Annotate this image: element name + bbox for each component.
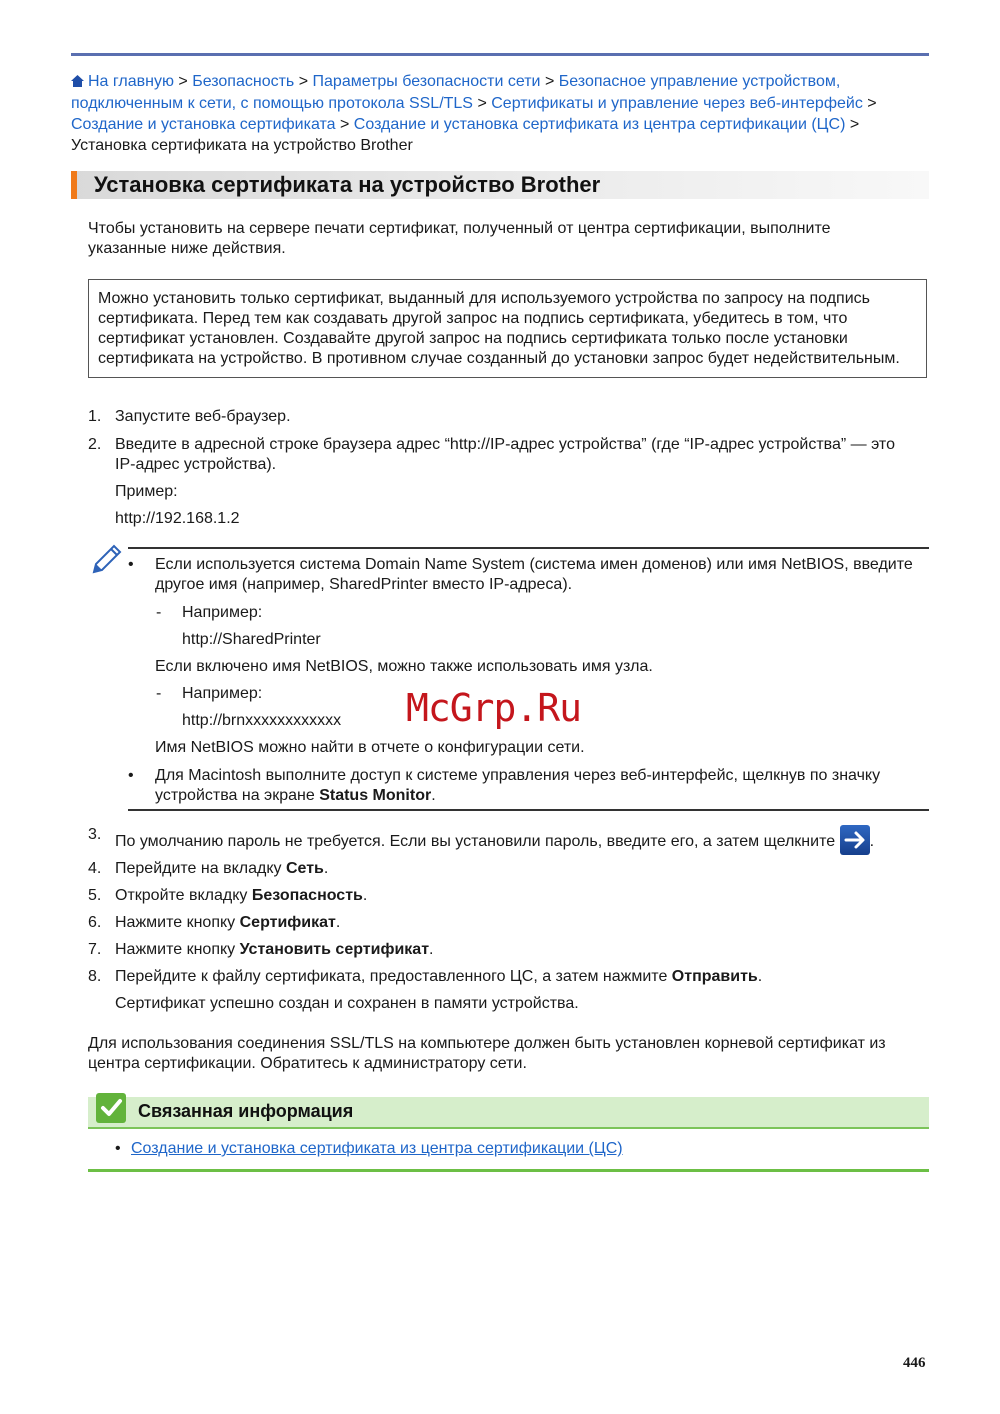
tab-security-label: Безопасность [251, 887, 363, 904]
step-6: 6. Нажмите кнопку Сертификат. [88, 914, 341, 931]
related-info-header [88, 1097, 929, 1129]
breadcrumb-link-ca[interactable]: Создание и установка сертификата из центра сертификации (ЦС) [353, 116, 846, 133]
note-example-url-1: http://SharedPrinter [182, 631, 321, 648]
checkmark-icon [96, 1093, 126, 1123]
step-1: 1. Запустите веб-браузер. [88, 408, 291, 425]
step-7: 7. Нажмите кнопку Установить сертификат. [88, 941, 434, 958]
step-3: 3. По умолчанию пароль не требуется. Если вы установили пароль, введите его, а затем щелкните . [88, 825, 918, 855]
note-example-label-2: Например: [182, 685, 263, 702]
note-top-rule [128, 547, 929, 549]
breadcrumb-link-network-security[interactable]: Параметры безопасности сети [312, 73, 541, 90]
outro-text: Для использования соединения SSL/TLS на компьютере должен быть установлен корневой сертификат из центра сертификации. Обратитесь к администратору сети. [88, 1035, 886, 1072]
breadcrumb-home[interactable]: На главную [88, 73, 174, 90]
note-bottom-rule [128, 809, 929, 811]
watermark: McGrp.Ru [406, 686, 582, 730]
note-bullet-1: Если используется система Domain Name System (система имен доменов) или имя NetBIOS, введите другое имя (например, SharedPrinter вместо IP-адреса). [155, 556, 913, 593]
home-icon[interactable] [71, 72, 84, 93]
install-certificate-button-label: Установить сертификат [239, 941, 430, 958]
step-2-example-label: Пример: [115, 483, 178, 500]
breadcrumb-link-create-install[interactable]: Создание и установка сертификата [71, 116, 336, 133]
certificate-button-label: Сертификат [239, 914, 336, 931]
step-8-result: Сертификат успешно создан и сохранен в памяти устройства. [115, 995, 579, 1012]
heading-accent-bar [71, 171, 77, 199]
step-2: 2. Введите в адресной строке браузера адрес “http://IP-адрес устройства” (где “IP-адрес устройства” — это IP-адрес устройства). [88, 436, 895, 473]
breadcrumb-current: Установка сертификата на устройство Brother [71, 137, 413, 154]
page-title: Установка сертификата на устройство Brother [94, 172, 601, 197]
step-2-example-url: http://192.168.1.2 [115, 510, 240, 527]
page-number: 446 [903, 1355, 926, 1371]
submit-arrow-icon[interactable] [840, 825, 870, 855]
breadcrumb-link-security[interactable]: Безопасность [192, 73, 295, 90]
submit-button-label: Отправить [671, 968, 758, 985]
note-example-label-1: Например: [182, 604, 263, 621]
related-bottom-rule [88, 1169, 929, 1172]
notice-box: Можно установить только сертификат, выданный для используемого устройства по запросу на подпись сертификата. Перед тем как создавать другой запрос на подпись сертификата, убедитесь в том, что сертификат установлен. Создавайте другой запрос на подпись сертификата только после установки сертификата на устройство. В противном случае созданный до установки запрос будет недействительным. [88, 279, 927, 378]
related-link-ca[interactable]: Создание и установка сертификата из центра сертификации (ЦС) [131, 1140, 623, 1157]
note-netbios-report: Имя NetBIOS можно найти в отчете о конфигурации сети. [155, 739, 585, 756]
breadcrumb-link-ssl-tls[interactable]: Безопасное управление устройством, подключенным к сети, с помощью протокола SSL/TLS [71, 73, 841, 112]
intro-text: Чтобы установить на сервере печати сертификат, полученный от центра сертификации, выполните указанные ниже действия. [88, 220, 831, 257]
page-heading-block [71, 171, 929, 199]
step-8: 8. Перейдите к файлу сертификата, предоставленного ЦС, а затем нажмите Отправить. [88, 968, 763, 985]
top-rule [71, 53, 929, 56]
pencil-icon [90, 544, 124, 582]
breadcrumb-link-certificates[interactable]: Сертификаты и управление через веб-интерфейс [491, 95, 863, 112]
breadcrumb: На главную > Безопасность > Параметры безопасности сети > Безопасное управление устройством, подключенным к сети, с помощью протокола SSL/TLS > Сертификаты и управление через веб-интерфейс > Создание и установка сертификата > Создание и установка сертификата из центра сертификации (ЦС) > Установка сертификата на устройство Brother [71, 73, 877, 154]
note-netbios-host: Если включено имя NetBIOS, можно также использовать имя узла. [155, 658, 653, 675]
related-info-title: Связанная информация [138, 1101, 354, 1121]
tab-network-label: Сеть [285, 860, 324, 877]
step-5: 5. Откройте вкладку Безопасность. [88, 887, 368, 904]
step-4: 4. Перейдите на вкладку Сеть. [88, 860, 329, 877]
note-example-url-2: http://brnxxxxxxxxxxxx [182, 712, 342, 729]
note-bullet-2: Для Macintosh выполните доступ к системе управления через веб-интерфейс, щелкнув по значку устройства на экране Status Monitor. [155, 767, 881, 804]
